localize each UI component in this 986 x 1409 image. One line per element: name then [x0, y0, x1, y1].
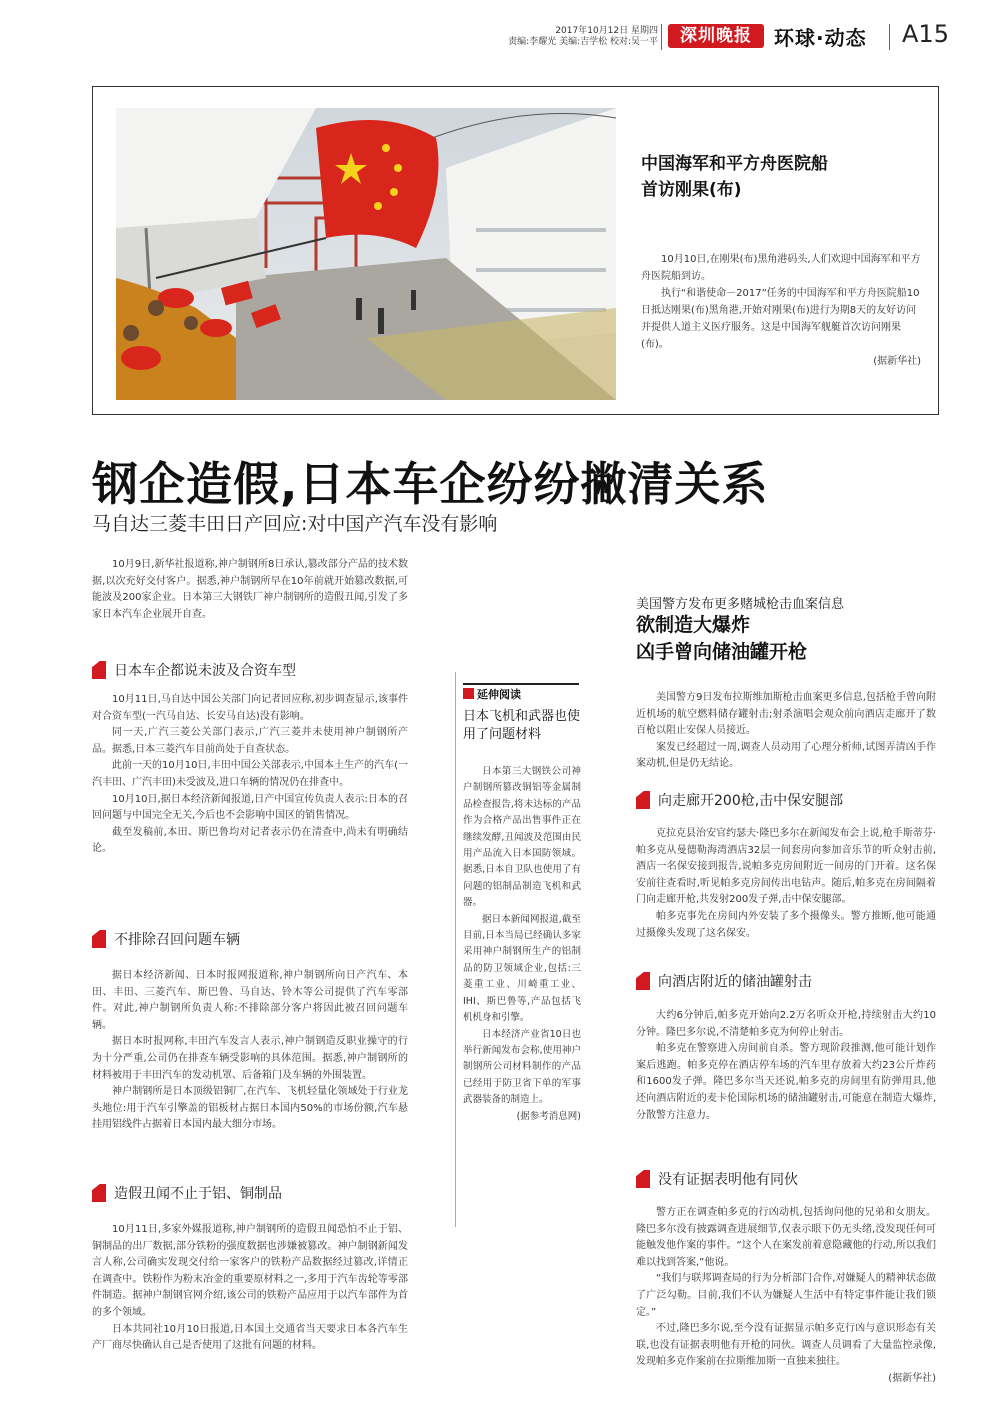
- caption-paragraph: 10月10日,在刚果(布)黑角港码头,人们欢迎中国海军和平方舟医院船到访。: [641, 254, 921, 282]
- body-paragraph: 同一天,广汽三菱公关部门表示,广汽三菱并未使用神户制钢所产品。据悉,日本三菱汽车目前尚处于自查状态。: [92, 727, 408, 755]
- section-heading-label: 向走廊开200枪,击中保安腿部: [658, 793, 844, 809]
- tag-square-icon: [463, 688, 474, 699]
- section-name: 环球·动态: [774, 26, 867, 50]
- caption-source: (据新华社): [873, 356, 921, 367]
- body-paragraph: 截至发稿前,本田、斯巴鲁均对记者表示仍在清查中,尚未有明确结论。: [92, 826, 408, 855]
- main-headline: 钢企造假,日本车企纷纷撇清关系: [92, 457, 769, 511]
- section-marker-icon: [636, 972, 650, 990]
- right-headline-line-1: 欲制造大爆炸: [636, 614, 751, 636]
- paper-logo: 深圳晚报: [668, 24, 764, 48]
- body-paragraph: 克拉克县治安官约瑟夫·隆巴多尔在新闻发布会上说,枪手斯蒂芬·帕多克从曼德勒海湾酒店32层一间套房向参加音乐节的听众射击前,酒店一名保安接到报告,说帕多克房间附近一间房的门开着。这名保安前往查看时,听见帕多克房间传出电钻声。随后,帕多克在房间隔着门向走廊开枪,共发射200发子弹,击中保安腿部。: [636, 828, 936, 906]
- sidebar-paragraph: 日本经济产业省10日也举行新闻发布会称,使用神户制钢所公司材料制作的产品已经用于防卫省下单的军事武器装备的制造上。: [463, 1028, 581, 1106]
- date-line: 2017年10月12日 星期四: [555, 26, 658, 36]
- section-heading-label: 没有证据表明他有同伙: [658, 1172, 798, 1188]
- body-paragraph: 此前一天的10月10日,丰田中国公关部表示,中国本土生产的汽车(一汽丰田、广汽丰田)未受波及,进口车辆的情况仍在排查中。: [92, 760, 408, 788]
- photo-story-title: [641, 151, 921, 203]
- body-paragraph: 帕多克事先在房间内外安装了多个摄像头。警方推断,他可能通过摄像头发现了这名保安。: [636, 910, 936, 939]
- caption-paragraph: 执行“和谐使命－2017”任务的中国海军和平方舟医院船10日抵达刚果(布)黑角港,开始对刚果(布)进行为期8天的友好访问并提供人道主义医疗服务。这是中国海军舰艇首次访问刚果(布)。: [641, 288, 920, 350]
- body-paragraph: 美国警方9日发布拉斯维加斯枪击血案更多信息,包括枪手曾向附近机场的航空燃料储存罐射击;射杀演唱会观众前向酒店走廊开了数百枪以阻止安保人员接近。: [636, 692, 936, 737]
- right-section-1-body: [636, 826, 936, 942]
- page-number: A15: [902, 20, 949, 48]
- section-heading-label: 不排除召回问题车辆: [114, 932, 240, 948]
- photo-title-line-1: 中国海军和平方舟医院船: [641, 154, 828, 174]
- section-heading-label: 向酒店附近的储油罐射击: [658, 974, 812, 990]
- section-3-body: [92, 1222, 408, 1355]
- sidebar-body: [463, 764, 581, 1125]
- body-paragraph: 神户制钢所是日本顶级铝铜厂,在汽车、飞机轻量化领域处于行业龙头地位:用于汽车引擎盖的铝板材占据日本国内50%的市场份额,汽车悬挂用铝线件占据着日本国内最大细分市场。: [92, 1086, 408, 1131]
- body-paragraph: 案发已经超过一周,调查人员动用了心理分析师,试图弄清凶手作案动机,但是仍无结论。: [636, 741, 936, 770]
- section-heading-3: [92, 1182, 442, 1204]
- body-paragraph: 10月11日,多家外媒报道称,神户制钢所的造假丑闻恐怕不止于铝、铜制品的出厂数据,部分铁粉的强度数据也涉嫌被篡改。神户制钢新闻发言人称,公司确实发现交付给一家客户的铁粉产品数据经过篡改,详情正在调查中。铁粉作为粉末冶金的重要原材料之一,多用于汽车齿轮等零部件制造。据神户制钢官网介绍,该公司的铁粉产品应用于以汽车部件为首的多个领域。: [92, 1224, 408, 1318]
- right-story-source: (据新华社): [888, 1372, 936, 1384]
- body-paragraph: 警方正在调查帕多克的行凶动机,包括询问他的兄弟和女朋友。隆巴多尔没有披露调查进展细节,仅表示眼下仍无头绪,没发现任何可能触发他作案的事件。“这个人在案发前着意隐藏他的行动,所以我们难以找到答案,”他说。: [636, 1207, 936, 1268]
- section-2-body: [92, 968, 408, 1134]
- body-paragraph: 据日本经济新闻、日本时报网报道称,神户制钢所向日产汽车、本田、丰田、三菱汽车、斯巴鲁、马自达、铃木等公司提供了汽车零部件。对此,神户制钢所负责人称:不排除部分客户将因此被召回问题车辆。: [92, 970, 408, 1031]
- photo-caption: [641, 251, 921, 370]
- body-paragraph: 10月10日,据日本经济新闻报道,日产中国宣传负责人表示:日本的召回问题与中国完全无关,今后也不会影响中国区的销售情况。: [92, 793, 408, 822]
- section-1-body: [92, 692, 408, 858]
- section-marker-icon: [92, 930, 106, 948]
- header-divider-2: [889, 24, 890, 50]
- photo-scene: [116, 108, 616, 400]
- section-heading-1: [92, 659, 442, 681]
- sidebar-source: (据参考消息网): [516, 1110, 581, 1122]
- main-subhead: 马自达三菱丰田日产回应:对中国产汽车没有影响: [92, 513, 498, 535]
- staff-line: 责编:李耀光 美编:吉学松 校对:吴一平: [508, 37, 658, 47]
- right-section-heading-2: [636, 970, 936, 992]
- lead-text: 10月9日,新华社报道称,神户制钢所8日承认,篡改部分产品的技术数据,以次充好交付客户。据悉,神户制钢所早在10年前就开始篡改数据,可能波及200家企业。日本第三大钢铁厂神户制钢所的造假丑闻,引发了多家日本汽车企业展开自查。: [92, 559, 408, 620]
- right-headline-line-2: 凶手曾向储油罐开枪: [636, 641, 808, 663]
- body-paragraph: 不过,隆巴多尔说,至今没有证据显示帕多克行凶与意识形态有关联,也没有证据表明他有开枪的同伙。调查人员调看了大量监控录像,发现帕多克作案前在拉斯维加斯一直独来独往。: [636, 1323, 936, 1368]
- photo-title-line-2: 首访刚果(布): [641, 180, 742, 200]
- right-section-2-body: [636, 1008, 936, 1124]
- right-section-heading-3: [636, 1168, 936, 1190]
- body-paragraph: 据日本时报网称,丰田汽车发言人表示,神户制钢造反职业操守的行为十分严重,公司仍在排查车辆受影响的具体范围。据悉,神户制钢所的材料被用于丰田汽车的发动机罩、后备箱门及车辆的外围装置。: [92, 1036, 408, 1081]
- body-paragraph: 帕多克在警察进入房间前自杀。警方现阶段推测,他可能计划作案后逃跑。帕多克停在酒店停车场的汽车里存放着大约23公斤炸药和1600发子弹。隆巴多尔当天还说,帕多克的房间里有防弹用具,他还向酒店附近的麦卡伦国际机场的储油罐射击,可能意在制造大爆炸,分散警方注意力。: [636, 1043, 936, 1121]
- header-meta: [508, 26, 658, 48]
- section-marker-icon: [636, 1170, 650, 1188]
- right-section-3-body: [636, 1205, 936, 1388]
- right-story-headline: [636, 612, 936, 666]
- right-section-heading-1: [636, 789, 936, 811]
- sidebar-paragraph: 据日本新闻网报道,截至目前,日本当局已经确认多家采用神户制钢所生产的铝制品的防卫领域企业,包括:三菱重工业、川崎重工业、IHI、斯巴鲁等,产品包括飞机机身和引擎。: [463, 913, 581, 1024]
- section-heading-2: [92, 928, 442, 950]
- news-photo: [116, 108, 616, 400]
- lead-paragraph: [92, 557, 408, 623]
- sidebar-rule: [455, 672, 456, 1227]
- section-heading-label: 日本车企都说未波及合资车型: [114, 663, 296, 679]
- sidebar-tag-label: 延伸阅读: [477, 688, 521, 701]
- body-paragraph: 大约6分钟后,帕多克开始向2.2万名听众开枪,持续射击大约10分钟。隆巴多尔说,不清楚帕多克为何停止射击。: [636, 1010, 936, 1038]
- sidebar-tag: [463, 686, 521, 702]
- section-marker-icon: [92, 661, 106, 679]
- section-marker-icon: [92, 1184, 106, 1202]
- section-marker-icon: [636, 791, 650, 809]
- sidebar-paragraph: 日本第三大钢铁公司神户制钢所篡改铜铝等金属制品检查报告,将未达标的产品作为合格产品出售事件正在继续发酵,丑闻波及范围由民用产品流入日本国防领域。据悉,日本自卫队也使用了有问题的铝制品制造飞机和武器。: [463, 766, 581, 909]
- right-story-lead: [636, 690, 936, 773]
- sidebar-headline: 日本飞机和武器也使用了问题材料: [463, 709, 581, 742]
- right-story-kicker: 美国警方发布更多赌城枪击血案信息: [636, 597, 845, 612]
- body-paragraph: 日本共同社10月10日报道,日本国土交通省当天要求日本各汽车生产厂商尽快确认自己是否使用了这批有问题的材料。: [92, 1323, 408, 1352]
- header-divider: [661, 24, 662, 50]
- section-heading-label: 造假丑闻不止于铝、铜制品: [114, 1186, 282, 1202]
- body-paragraph: 10月11日,马自达中国公关部门向记者回应称,初步调查显示,该事件对合资车型(一汽马自达、长安马自达)没有影响。: [92, 694, 408, 722]
- body-paragraph: “我们与联邦调查局的行为分析部门合作,对嫌疑人的精神状态做了广泛勾勒。目前,我们不认为嫌疑人生活中有特定事件能让我们锁定。”: [636, 1273, 936, 1318]
